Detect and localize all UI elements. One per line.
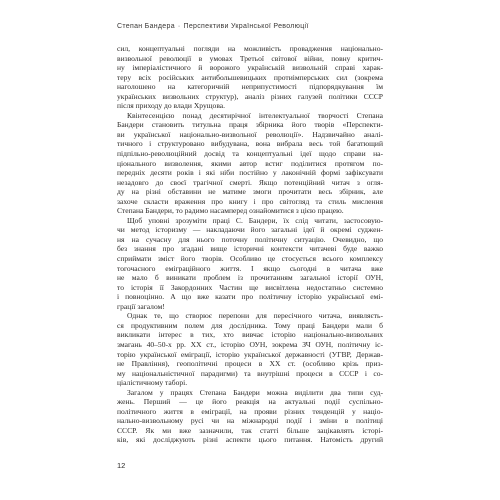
text-line: після приходу до влади Хрущова.: [117, 101, 226, 111]
text-line: не мало б виникати проблем із прочитанням загальної історії ОУН,: [117, 273, 383, 283]
text-line: Квінтесенцією понад десятирічної інтелектуальної творчості Степана: [127, 110, 383, 120]
text-line: без знання про згадані вище історичні контексти читачеві буде важко: [117, 244, 383, 254]
text-line: ня на сучасну для нього поточну політичну ситуацію. Очевидно, що: [117, 234, 383, 244]
text-line: ду на різні обставини не матиме змоги прочитати весь збірник, але: [117, 187, 383, 197]
page-number: 12: [117, 461, 126, 470]
text-line: і повноцінно. А що вже казати про політичну історію української емі-: [117, 292, 383, 302]
text-line: Степана Бандери, то радимо насамперед ознайомитися з цією працею.: [117, 206, 344, 216]
text-line: теру всіх російських антибольшевицьких протиімперських сил (зокрема: [117, 72, 383, 82]
text-line: то історія її Закордонних Частин ще висвітлена недостатньо системно: [117, 282, 383, 292]
text-line: торію української еміграції, історію української державності (УГВР, Держав-: [117, 349, 383, 359]
header-author: Степан Бандера: [117, 22, 175, 30]
text-line: політичного життя в еміграції, на прояви різних тенденцій у націо-: [117, 406, 383, 416]
header-separator: ·: [177, 22, 181, 30]
text-line: передніх десяти років і які ніби постійно у лаконічній формі зафіксувати: [117, 168, 383, 178]
text-line: му національністичної парадигми) та внутрішні процеси в СССР і со-: [117, 368, 383, 378]
text-line: Щоб уповні зрозуміти праці С. Бандери, їх слід читати, застосовую-: [127, 215, 383, 225]
text-line: українських визвольних структур), аналіз різних галузей політики СССР: [117, 91, 383, 101]
text-line: ків, які досліджують різні аспекти цього питання. Натомість другий: [117, 435, 383, 445]
body-text: [117, 44, 383, 445]
text-line: викликати інтерес в тих, хто вивчає історію національно-визвольних: [117, 330, 383, 340]
text-line: Однак те, що створює перепони для пересічного читача, виявляєть-: [127, 311, 383, 321]
text-line: сприймати зміст його творів. Особливо це стосується всього комплексу: [117, 254, 383, 264]
text-line: підпільно-революційний досвід та концептуальні ідеї щодо справи на-: [117, 149, 383, 159]
text-line: жень. Перший — це його реакція на актуальні події суспільно-: [117, 397, 383, 407]
text-line: СССР. Як ми вже зазначили, так статті більше зацікавлять історі-: [117, 425, 383, 435]
text-line: тогочасного еміграційного життя. І якщо сьогодні в читача вже: [117, 263, 383, 273]
text-line: ціалістичному таборі.: [117, 378, 188, 388]
text-line: тичного і структуровано вибудувана, вона вибрала весь той багатющий: [117, 139, 383, 149]
text-line: ви української національно-визвольної революції». Надзвичайно аналі-: [117, 129, 383, 139]
text-line: нально-визвольному русі чи на міжнародні події і зміни в політиці: [117, 416, 383, 426]
text-line: визвольної революції в умовах Третьої світової війни, повну критич-: [117, 53, 383, 63]
text-line: ну імперіалістичного й ворожого українській визвольній справі харак-: [117, 63, 383, 73]
text-line: захоче скласти враження про книгу і про світогляд та стиль мислення: [117, 196, 383, 206]
running-header: [117, 20, 392, 32]
text-line: чи метод історизму — накладаючи його загальні ідеї й окремі суджен-: [117, 225, 383, 235]
text-line: наголошено на категоричній неприпустимості підпорядкування їм: [117, 82, 383, 92]
text-line: сил, концептуальні погляди на можливість провадження національно-: [117, 44, 383, 53]
text-line: не Правління), геополітичні процеси в XX ст. (особливо крізь приз-: [117, 359, 383, 369]
text-line: Бандери становить титульна праця збірника його творів «Перспекти-: [117, 120, 383, 130]
text-line: ціонального визволення, якими автор встиг поділитися протягом по-: [117, 158, 383, 168]
text-line: Загалом у працях Степана Бандери можна виділити два типи суд-: [127, 387, 383, 397]
text-line: ся продуктивним полем для дослідника. Тому праці Бандери мали б: [117, 320, 383, 330]
header-book-title: Перспективи Української Революції: [183, 22, 309, 30]
text-line: незадовго до своєї трагічної смерті. Якщо потенційний читач з огля-: [117, 177, 383, 187]
text-line: змагань 40–50-х рр. XX ст., історію ОУН, зокрема ЗЧ ОУН, політичну іс-: [117, 339, 383, 349]
text-line: грації загалом!: [117, 301, 165, 311]
